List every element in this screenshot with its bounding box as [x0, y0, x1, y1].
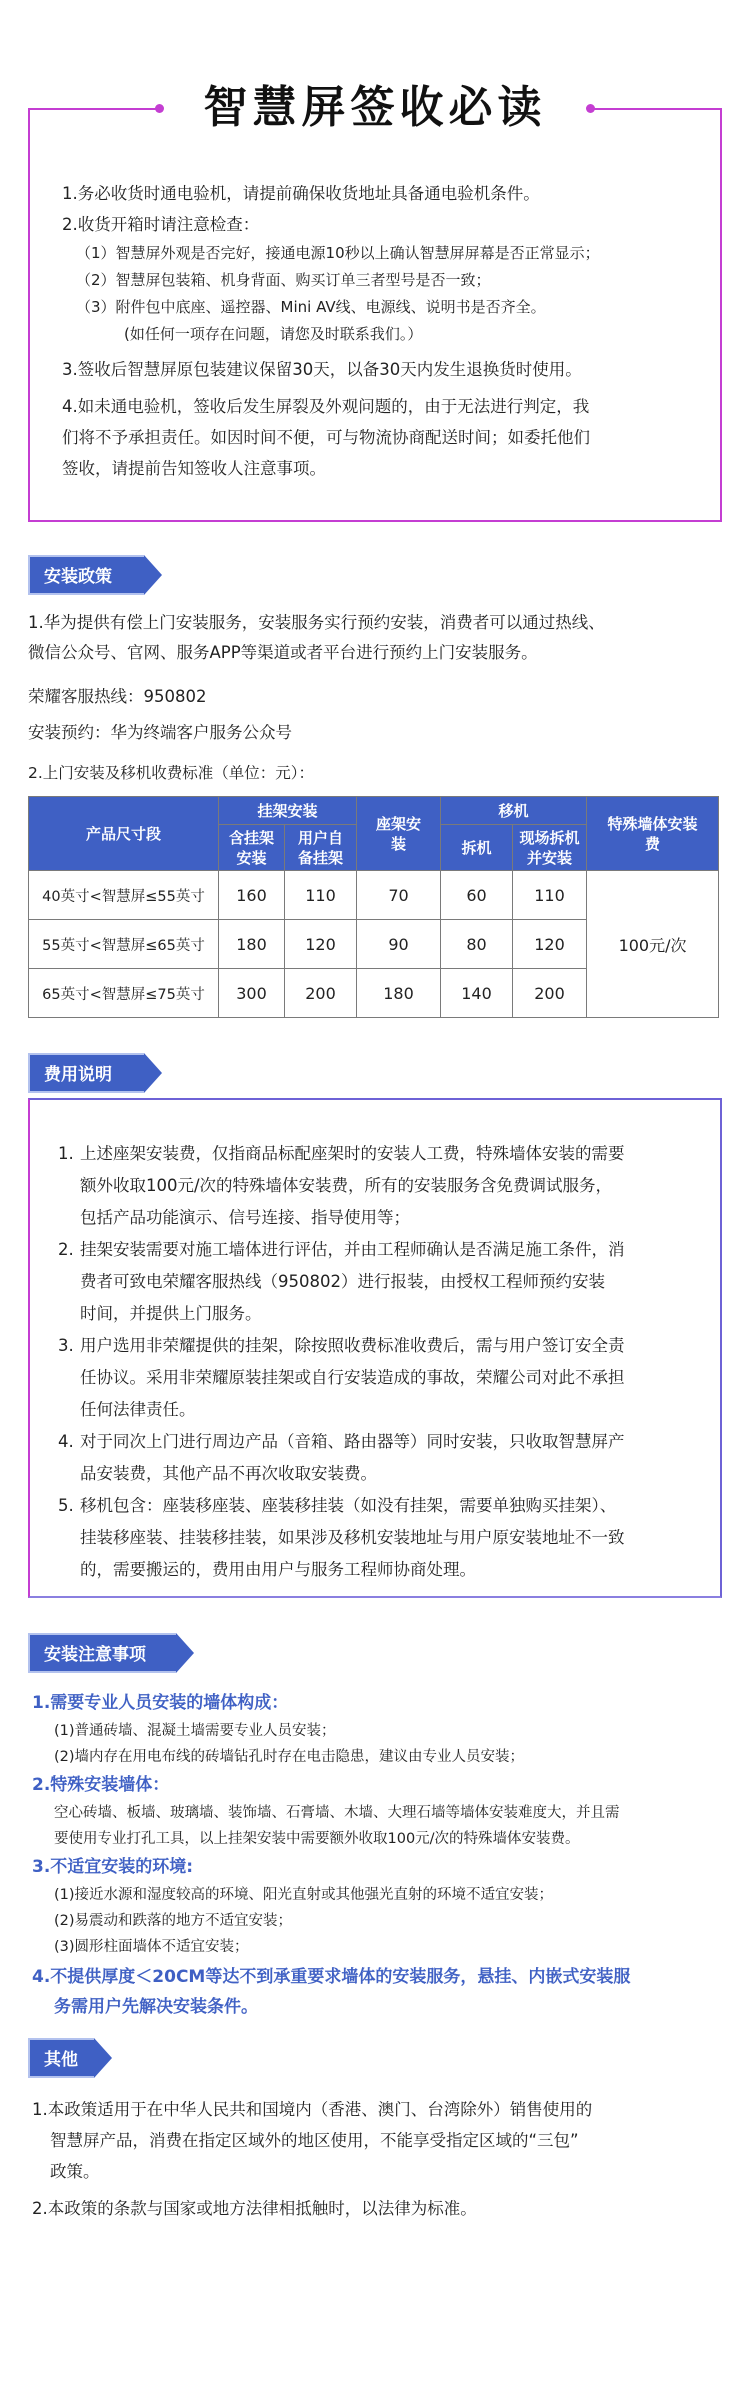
notes-heading-2: 2.特殊安装墙体：: [32, 1775, 170, 1795]
cell-wall-b: 120: [285, 920, 357, 969]
cell-wall-b: 200: [285, 969, 357, 1018]
notes-heading-3: 3.不适宜安装的环境:: [32, 1857, 194, 1877]
cell-special-fee: 100元/次: [587, 871, 719, 1018]
notice-check-3: （3）附件包中底座、遥控器、Mini AV线、电源线、说明书是否齐全。: [76, 298, 546, 316]
other-p1-line-3: 政策。: [50, 2162, 100, 2181]
item-line: 上述座架安装费，仅指商品标配座架时的安装人工费，特殊墙体安装的需要: [80, 1144, 625, 1163]
install-policy-text: [28, 608, 728, 788]
other-p2: 2.本政策的条款与国家或地方法律相抵触时，以法律为标准。: [32, 2199, 477, 2218]
cell-stand: 180: [357, 969, 441, 1018]
item-line: 包括产品功能演示、信号连接、指导使用等；: [80, 1208, 410, 1227]
item-number: 5.: [58, 1496, 74, 1515]
notes-line: 空心砖墙、板墙、玻璃墙、装饰墙、石膏墙、木墙、大理石墙等墙体安装难度大，并且需: [54, 1805, 620, 1821]
page-title: 智慧屏签收必读: [203, 82, 547, 133]
list-item: [58, 1234, 708, 1330]
cell-size: 65英寸<智慧屏≤75英寸: [29, 969, 219, 1018]
cell-reinstall: 110: [513, 871, 587, 920]
notes-line: (2)墙内存在用电布线的砖墙钻孔时存在电击隐患，建议由专业人员安装；: [54, 1749, 525, 1765]
cell-stand: 90: [357, 920, 441, 969]
notice-item-4-line-1: 4.如未通电验机，签收后发生屏裂及外观问题的，由于无法进行判定，我: [62, 397, 590, 416]
item-line: 任何法律责任。: [80, 1400, 196, 1419]
notice-item-2: 2.收货开箱时请注意检查：: [62, 215, 260, 234]
hotline: 荣耀客服热线：950802: [28, 687, 207, 706]
fee-explain-list: [58, 1138, 708, 1586]
section-tag-other: [28, 2038, 112, 2078]
notice-item-4-line-2: 们将不予承担责任。如因时间不便，可与物流协商配送时间；如委托他们: [62, 428, 590, 447]
section-tag-install-notes: [28, 1633, 194, 1673]
list-item: [58, 1330, 708, 1426]
header-move: 移机: [441, 797, 587, 825]
tag-arrow-icon: [144, 555, 162, 595]
header-wall: 挂架安装: [219, 797, 357, 825]
notice-item-4-line-3: 签收，请提前告知签收人注意事项。: [62, 459, 326, 478]
item-line: 的，需要搬运的，费用由用户与服务工程师协商处理。: [80, 1560, 476, 1579]
policy-p1-line-2: 微信公众号、官网、服务APP等渠道或者平台进行预约上门安装服务。: [28, 643, 538, 662]
header-stand: 座架安装: [357, 797, 441, 871]
tag-arrow-icon: [94, 2038, 112, 2078]
notice-check-1: （1）智慧屏外观是否完好，接通电源10秒以上确认智慧屏屏幕是否正常显示；: [76, 244, 600, 262]
notes-line: (2)易震动和跌落的地方不适宜安装；: [54, 1913, 293, 1929]
cell-remove: 140: [441, 969, 513, 1018]
tag-arrow-icon: [144, 1053, 162, 1093]
item-line: 任协议。采用非荣耀原装挂架或自行安装造成的事故，荣耀公司对此不承担: [80, 1368, 625, 1387]
tag-label: 安装注意事项: [28, 1633, 176, 1673]
item-line: 挂装移座装、挂装移挂装，如果涉及移机安装地址与用户原安装地址不一致: [80, 1528, 625, 1547]
notes-line: (1)普通砖墙、混凝土墙需要专业人员安装；: [54, 1723, 336, 1739]
header-move-remove: 拆机: [441, 825, 513, 871]
item-line: 额外收取100元/次的特殊墙体安装费，所有的安装服务含免费调试服务，: [80, 1176, 613, 1195]
item-line: 移机包含：座装移座装、座装移挂装（如没有挂架，需要单独购买挂架）、: [80, 1496, 617, 1515]
notes-heading-4-line-1: 4.不提供厚度＜20CM等达不到承重要求墙体的安装服务，悬挂、内嵌式安装服: [32, 1967, 631, 1987]
cell-wall-b: 110: [285, 871, 357, 920]
tag-arrow-icon: [176, 1633, 194, 1673]
item-line: 对于同次上门进行周边产品（音箱、路由器等）同时安装，只收取智慧屏产: [80, 1432, 625, 1451]
section-tag-fee-explain: [28, 1053, 162, 1093]
notice-check-note: (如任何一项存在问题，请您及时联系我们。）: [124, 325, 423, 343]
notice-check-2: （2）智慧屏包装箱、机身背面、购买订单三者型号是否一致；: [76, 271, 491, 289]
item-number: 3.: [58, 1336, 74, 1355]
notice-item-1: 1.务必收货时通电验机，请提前确保收货地址具备通电验机条件。: [62, 184, 540, 203]
notes-heading-4-line-2: 务需用户先解决安装条件。: [54, 1997, 258, 2017]
header-size: 产品尺寸段: [29, 797, 219, 871]
header-wall-own-bracket: 用户自备挂架: [285, 825, 357, 871]
header-wall-with-bracket: 含挂架安装: [219, 825, 285, 871]
notes-heading-1: 1.需要专业人员安装的墙体构成：: [32, 1693, 289, 1713]
item-number: 2.: [58, 1240, 74, 1259]
install-notes: [32, 1688, 732, 2022]
header-move-reinstall: 现场拆机并安装: [513, 825, 587, 871]
cell-wall-a: 160: [219, 871, 285, 920]
other-p1-line-1: 1.本政策适用于在中华人民共和国境内（香港、澳门、台湾除外）销售使用的: [32, 2100, 593, 2119]
other-text: [32, 2094, 732, 2224]
booking: 安装预约：华为终端客户服务公众号: [28, 723, 292, 742]
list-item: [58, 1138, 708, 1234]
item-number: 1.: [58, 1144, 74, 1163]
fee-table: [28, 796, 719, 1018]
cell-reinstall: 120: [513, 920, 587, 969]
policy-p1-line-1: 1.华为提供有偿上门安装服务，安装服务实行预约安装，消费者可以通过热线、: [28, 613, 605, 632]
item-line: 挂架安装需要对施工墙体进行评估，并由工程师确认是否满足施工条件，消: [80, 1240, 625, 1259]
notes-line: (1)接近水源和湿度较高的环境、阳光直射或其他强光直射的环境不适宜安装；: [54, 1887, 554, 1903]
cell-size: 55英寸<智慧屏≤65英寸: [29, 920, 219, 969]
table-row: [29, 871, 719, 920]
tag-label: 费用说明: [28, 1053, 144, 1093]
cell-size: 40英寸<智慧屏≤55英寸: [29, 871, 219, 920]
header-special: 特殊墙体安装费: [587, 797, 719, 871]
cell-remove: 60: [441, 871, 513, 920]
cell-stand: 70: [357, 871, 441, 920]
tag-label: 其他: [28, 2038, 94, 2078]
cell-reinstall: 200: [513, 969, 587, 1018]
section-tag-install-policy: [28, 555, 162, 595]
notes-line: (3)圆形柱面墙体不适宜安装；: [54, 1939, 249, 1955]
list-item: [58, 1426, 708, 1490]
item-line: 时间，并提供上门服务。: [80, 1304, 262, 1323]
cell-remove: 80: [441, 920, 513, 969]
tag-label: 安装政策: [28, 555, 144, 595]
item-line: 用户选用非荣耀提供的挂架，除按照收费标准收费后，需与用户签订安全责: [80, 1336, 625, 1355]
item-line: 费者可致电荣耀客服热线（950802）进行报装，由授权工程师预约安装: [80, 1272, 605, 1291]
notice-item-3: 3.签收后智慧屏原包装建议保留30天，以备30天内发生退换货时使用。: [62, 360, 582, 379]
notice-list: [62, 178, 702, 484]
notes-line: 要使用专业打孔工具，以上挂架安装中需要额外收取100元/次的特殊墙体安装费。: [54, 1831, 580, 1847]
item-line: 品安装费，其他产品不再次收取安装费。: [80, 1464, 377, 1483]
other-p1-line-2: 智慧屏产品，消费在指定区域外的地区使用，不能享受指定区域的“三包”: [50, 2131, 579, 2150]
cell-wall-a: 300: [219, 969, 285, 1018]
list-item: [58, 1490, 708, 1586]
policy-p2: 2.上门安装及移机收费标准（单位：元）：: [28, 764, 315, 782]
cell-wall-a: 180: [219, 920, 285, 969]
item-number: 4.: [58, 1432, 74, 1451]
